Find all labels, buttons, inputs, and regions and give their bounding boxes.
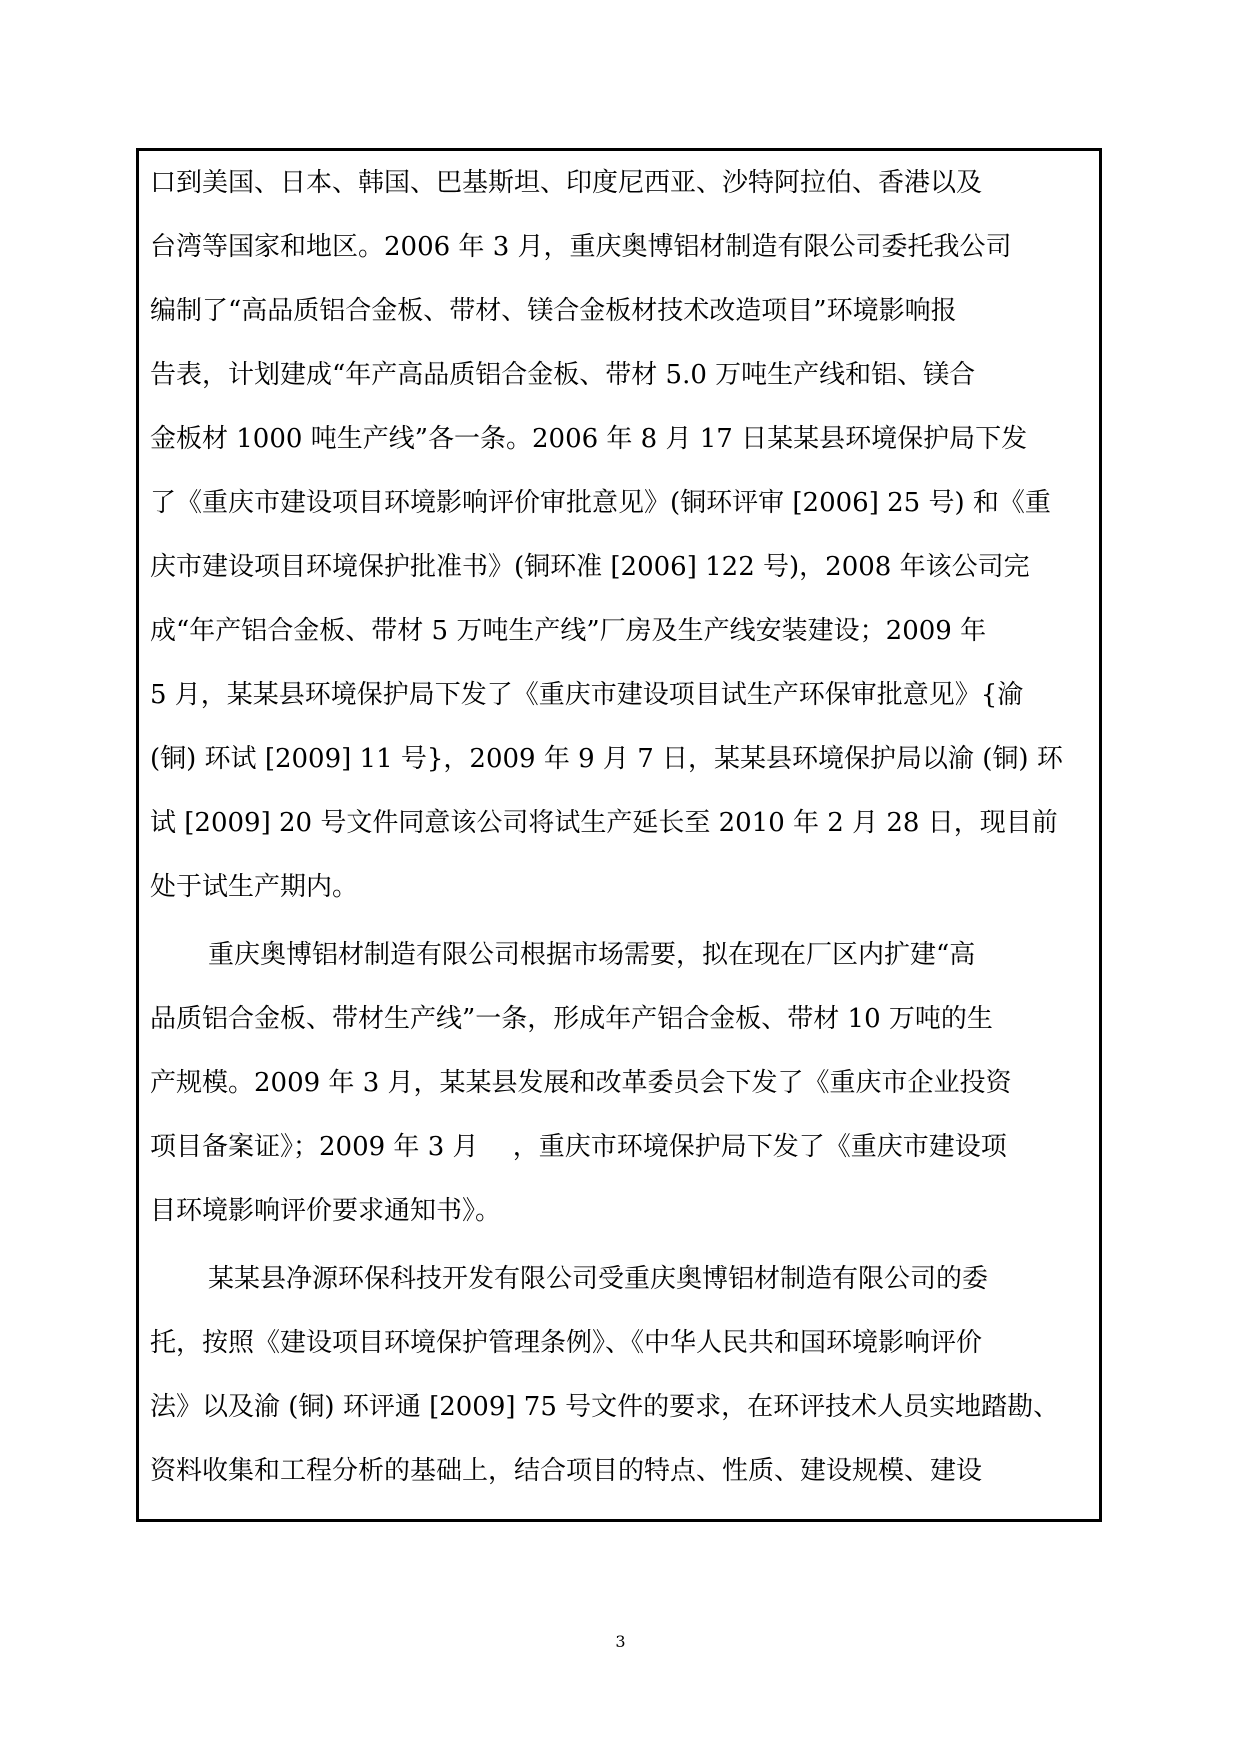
text-line: 告表，计划建成“年产高品质铝合金板、带材 5.0 万吨生产线和铝、镁合 [150, 360, 976, 390]
text-line: 产规模。2009 年 3 月，某某县发展和改革委员会下发了《重庆市企业投资 [150, 1068, 1012, 1098]
paragraph-first-line: 某某县净源环保科技开发有限公司受重庆奥博铝材制造有限公司的委 [208, 1264, 989, 1294]
text-line: 处于试生产期内。 [150, 872, 359, 902]
text-line: 成“年产铝合金板、带材 5 万吨生产线”厂房及生产线安装建设；2009 年 [150, 616, 987, 646]
text-line: 台湾等国家和地区。2006 年 3 月，重庆奥博铝材制造有限公司委托我公司 [150, 232, 1012, 262]
text-line: 编制了“高品质铝合金板、带材、镁合金板材技术改造项目”环境影响报 [150, 296, 957, 326]
text-line: (铜) 环试 [2009] 11 号}，2009 年 9 月 7 日，某某县环境保护局以渝 (铜) 环 [150, 744, 1063, 774]
text-line: 了《重庆市建设项目环境影响评价审批意见》(铜环评审 [2006] 25 号) 和《重 [150, 488, 1051, 518]
text-line: 5 月，某某县环境保护局下发了《重庆市建设项目试生产环保审批意见》{渝 [150, 680, 1024, 710]
text-line: 口到美国、日本、韩国、巴基斯坦、印度尼西亚、沙特阿拉伯、香港以及 [150, 168, 983, 198]
text-line: 庆市建设项目环境保护批准书》(铜环准 [2006] 122 号)，2008 年该公司完 [150, 552, 1030, 582]
text-line: 品质铝合金板、带材生产线”一条，形成年产铝合金板、带材 10 万吨的生 [150, 1004, 993, 1034]
page-number: 3 [615, 1632, 626, 1651]
text-line: 项目备案证》；2009 年 3 月 ，重庆市环境保护局下发了《重庆市建设项 [150, 1132, 1007, 1162]
text-line: 金板材 1000 吨生产线”各一条。2006 年 8 月 17 日某某县环境保护局下发 [150, 424, 1028, 454]
text-line: 法》以及渝 (铜) 环评通 [2009] 75 号文件的要求，在环评技术人员实地踏勘、 [150, 1392, 1060, 1422]
paragraph-first-line: 重庆奥博铝材制造有限公司根据市场需要，拟在现在厂区内扩建“高 [208, 940, 976, 970]
text-line: 托，按照《建设项目环境保护管理条例》、《中华人民共和国环境影响评价 [150, 1328, 983, 1358]
text-line: 资料收集和工程分析的基础上，结合项目的特点、性质、建设规模、建设 [150, 1456, 983, 1486]
text-line: 目环境影响评价要求通知书》。 [150, 1196, 502, 1226]
text-line: 试 [2009] 20 号文件同意该公司将试生产延长至 2010 年 2 月 28 日，现目前 [150, 808, 1058, 838]
